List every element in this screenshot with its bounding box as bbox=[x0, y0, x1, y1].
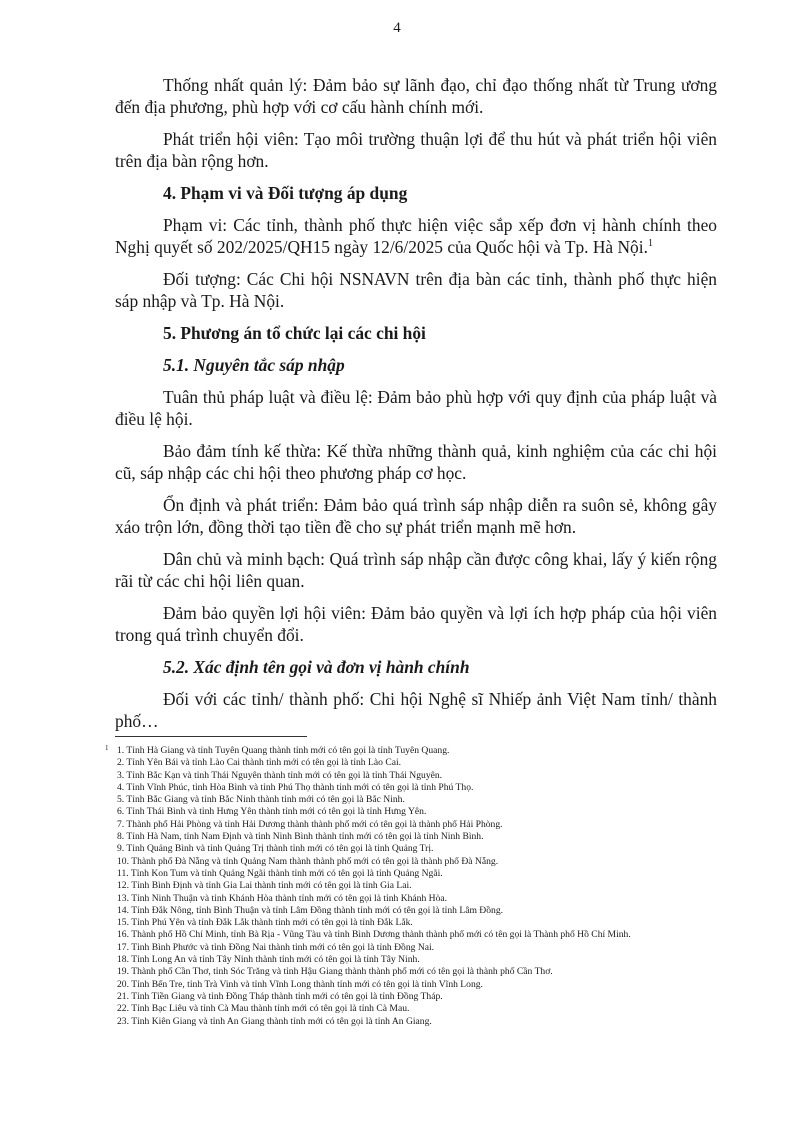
paragraph-scope bbox=[115, 214, 717, 258]
paragraph-compliance: Tuân thủ pháp luật và điều lệ: Đảm bảo phù hợp với quy định của pháp luật và điều lệ hội. bbox=[115, 387, 717, 429]
footnote-text: 23. Tỉnh Kiên Giang và tỉnh An Giang thành tỉnh mới có tên gọi là tỉnh An Giang. bbox=[117, 1015, 432, 1027]
footnote-text: 18. Tỉnh Long An và tỉnh Tây Ninh thành tỉnh mới có tên gọi là tỉnh Tây Ninh. bbox=[117, 954, 420, 966]
footnote-text: 11. Tỉnh Kon Tum và tỉnh Quảng Ngãi thành tỉnh mới có tên gọi là tỉnh Quảng Ngãi. bbox=[117, 867, 443, 879]
footnote-item bbox=[105, 905, 765, 917]
footnote-item bbox=[105, 880, 765, 892]
footnote-item bbox=[105, 819, 765, 831]
footnote-text: 12. Tỉnh Bình Định và tỉnh Gia Lai thành tỉnh mới có tên gọi là tỉnh Gia Lai. bbox=[117, 880, 412, 892]
footnote-item bbox=[105, 770, 765, 782]
paragraph-inheritance: Bảo đảm tính kế thừa: Kế thừa những thành quả, kinh nghiệm của các chi hội cũ, sáp nhập các chi hội theo phương pháp cơ học. bbox=[115, 441, 717, 483]
footnote-text: 2. Tỉnh Yên Bái và tỉnh Lào Cai thành tỉnh mới có tên gọi là tỉnh Lào Cai. bbox=[117, 757, 402, 769]
footnote-item bbox=[105, 1016, 765, 1028]
footnote-text: 17. Tỉnh Bình Phước và tỉnh Đồng Nai thành tỉnh mới có tên gọi là tỉnh Đồng Nai. bbox=[117, 941, 435, 953]
heading-reorganization-plan: 5. Phương án tổ chức lại các chi hội bbox=[163, 323, 426, 343]
body-text bbox=[115, 74, 717, 742]
paragraph-naming: Đối với các tỉnh/ thành phố: Chi hội Nghệ sĩ Nhiếp ảnh Việt Nam tỉnh/ thành phố… bbox=[115, 689, 717, 731]
footnote-text: 7. Thành phố Hải Phòng và tỉnh Hải Dương thành thành phố mới có tên gọi là thành phố Hải Phòng. bbox=[117, 818, 503, 830]
footnote-text: 9. Tỉnh Quảng Bình và tỉnh Quảng Trị thành tỉnh mới có tên gọi là tỉnh Quảng Trị. bbox=[117, 843, 434, 855]
footnote-item bbox=[105, 806, 765, 818]
footnote-text: 15. Tỉnh Phú Yên và tỉnh Đắk Lắk thành tỉnh mới có tên gọi là tỉnh Đắk Lắk. bbox=[117, 917, 413, 929]
footnote-item bbox=[105, 991, 765, 1003]
footnote-item bbox=[105, 843, 765, 855]
footnote-text: 19. Thành phố Cần Thơ, tỉnh Sóc Trăng và tỉnh Hậu Giang thành thành phố mới có tên gọi là thành phố Cần Thơ. bbox=[117, 966, 553, 978]
footnote-item bbox=[105, 856, 765, 868]
paragraph-democracy: Dân chủ và minh bạch: Quá trình sáp nhập cần được công khai, lấy ý kiến rộng rãi từ các chi hội liên quan. bbox=[115, 549, 717, 591]
footnote-item bbox=[105, 966, 765, 978]
footnote-text: 14. Tỉnh Đắk Nông, tỉnh Bình Thuận và tỉnh Lâm Đồng thành tỉnh mới có tên gọi là tỉnh Lâm Đồng. bbox=[117, 904, 504, 916]
footnote-reference[interactable]: 1 bbox=[647, 238, 653, 250]
footnote-item bbox=[105, 757, 765, 769]
footnote-item bbox=[105, 954, 765, 966]
footnote-item bbox=[105, 942, 765, 954]
paragraph-member-rights: Đảm bảo quyền lợi hội viên: Đảm bảo quyền và lợi ích hợp pháp của hội viên trong quá trình chuyển đổi. bbox=[115, 603, 717, 645]
footnote-text: 21. Tỉnh Tiền Giang và tỉnh Đồng Tháp thành tỉnh mới có tên gọi là tỉnh Đồng Tháp. bbox=[117, 990, 443, 1002]
footnote-text: 20. Tỉnh Bến Tre, tỉnh Trà Vinh và tỉnh Vĩnh Long thành tỉnh mới có tên gọi là tỉnh Vĩnh Long. bbox=[117, 978, 483, 990]
footnote-item bbox=[105, 745, 765, 757]
footnote-text: 1. Tỉnh Hà Giang và tỉnh Tuyên Quang thành tỉnh mới có tên gọi là tỉnh Tuyên Quang. bbox=[117, 745, 450, 756]
paragraph-unified-management: Thống nhất quản lý: Đảm bảo sự lãnh đạo, chỉ đạo thống nhất từ Trung ương đến địa phương, phù hợp với cơ cấu hành chính mới. bbox=[115, 75, 717, 117]
footnote-text: 13. Tỉnh Ninh Thuận và tỉnh Khánh Hòa thành tỉnh mới có tên gọi là tỉnh Khánh Hòa. bbox=[117, 892, 448, 904]
scope-text: Phạm vi: Các tỉnh, thành phố thực hiện việc sắp xếp đơn vị hành chính theo Nghị quyết số 202/2025/QH15 ngày 12/6/2025 của Quốc hội và Tp. Hà Nội. bbox=[115, 215, 717, 257]
page-number: 4 bbox=[393, 20, 401, 36]
footnote-item bbox=[105, 794, 765, 806]
footnote-item bbox=[105, 831, 765, 843]
footnote-text: 10. Thành phố Đà Nẵng và tỉnh Quảng Nam thành thành phố mới có tên gọi là thành phố Đà Nẵng. bbox=[117, 855, 499, 867]
footnote-marker: 1 bbox=[105, 744, 109, 752]
footnote-item bbox=[105, 1003, 765, 1015]
footnote-item bbox=[105, 893, 765, 905]
footnote-text: 4. Tỉnh Vĩnh Phúc, tỉnh Hòa Bình và tỉnh Phú Thọ thành tỉnh mới có tên gọi là tỉnh Phú Thọ. bbox=[117, 781, 474, 793]
footnote-text: 3. Tỉnh Bắc Kạn và tỉnh Thái Nguyên thành tỉnh mới có tên gọi là tỉnh Thái Nguyên. bbox=[117, 769, 443, 781]
footnote-text: 16. Thành phố Hồ Chí Minh, tỉnh Bà Rịa - Vũng Tàu và tỉnh Bình Dương thành thành phố mới có tên gọi là Thành phố Hồ Chí Minh. bbox=[117, 929, 631, 941]
footnote-item bbox=[105, 868, 765, 880]
footnote-item bbox=[105, 979, 765, 991]
footnote-item bbox=[105, 782, 765, 794]
footnote-text: 8. Tỉnh Hà Nam, tỉnh Nam Định và tỉnh Ninh Bình thành tỉnh mới có tên gọi là tỉnh Ninh Bình. bbox=[117, 831, 484, 843]
footnote-text: 22. Tỉnh Bạc Liêu và tỉnh Cà Mau thành tỉnh mới có tên gọi là tỉnh Cà Mau. bbox=[117, 1003, 410, 1015]
subheading-naming: 5.2. Xác định tên gọi và đơn vị hành chính bbox=[163, 657, 470, 677]
footnote-separator bbox=[115, 736, 307, 737]
footnote-item bbox=[105, 917, 765, 929]
footnote-text: 6. Tỉnh Thái Bình và tỉnh Hưng Yên thành tỉnh mới có tên gọi là tỉnh Hưng Yên. bbox=[117, 806, 427, 818]
heading-scope: 4. Phạm vi và Đối tượng áp dụng bbox=[163, 183, 408, 203]
footnotes bbox=[105, 745, 765, 1028]
paragraph-stability: Ổn định và phát triển: Đảm bảo quá trình sáp nhập diễn ra suôn sẻ, không gây xáo trộn lớn, đồng thời tạo tiền đề cho sự phát triển mạnh mẽ hơn. bbox=[115, 495, 717, 537]
footnote-item bbox=[105, 929, 765, 941]
paragraph-subjects: Đối tượng: Các Chi hội NSNAVN trên địa bàn các tỉnh, thành phố thực hiện sáp nhập và Tp. Hà Nội. bbox=[115, 269, 717, 311]
footnote-text: 5. Tỉnh Bắc Giang và tỉnh Bắc Ninh thành tỉnh mới có tên gọi là Bắc Ninh. bbox=[117, 794, 405, 806]
paragraph-member-development: Phát triển hội viên: Tạo môi trường thuận lợi để thu hút và phát triển hội viên trên địa bàn rộng hơn. bbox=[115, 129, 717, 171]
subheading-merge-principles: 5.1. Nguyên tắc sáp nhập bbox=[163, 355, 345, 375]
